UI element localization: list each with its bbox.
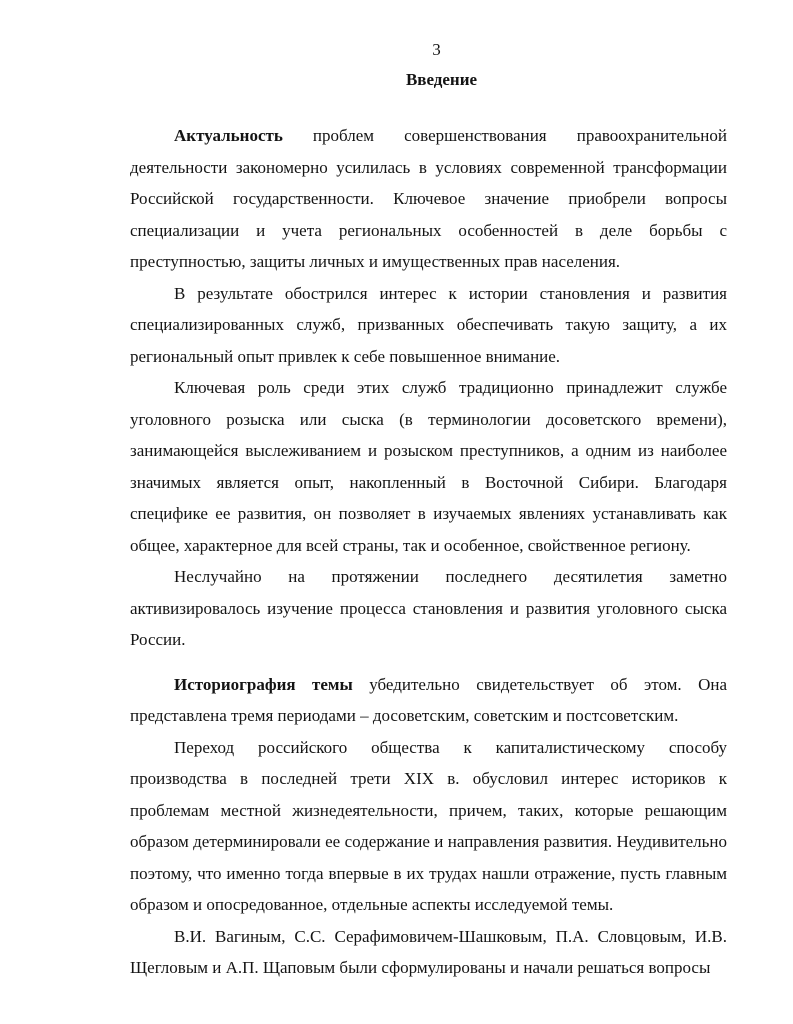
paragraph-lead: Историография темы — [174, 674, 353, 694]
paragraph — [130, 921, 727, 984]
paragraph-text: убедительно свидетельствует об этом. Она представлена тремя периодами – досоветским, советским и постсоветским. — [130, 674, 727, 725]
paragraph — [130, 669, 727, 732]
paragraph-text: проблем совершенствования правоохранительной деятельности закономерно усилилась в условиях современной трансформации Российской государственности. Ключевое значение приобрели вопросы специализации и учета региональных особенностей в деле борьбы с преступностью, защиты личных и имущественных прав населения. — [130, 126, 727, 271]
paragraph-text: В.И. Вагиным, С.С. Серафимовичем-Шашковым, П.А. Словцовым, И.В. Щегловым и А.П. Щаповым были сформулированы и начали решаться вопросы — [130, 926, 727, 977]
paragraph-text: Ключевая роль среди этих служб традиционно принадлежит службе уголовного розыска или сыска (в терминологии досоветского времени), занимающейся выслеживанием и розыском преступников, а одним из наиболее значимых является опыт, накопленный в Восточной Сибири. Благодаря специфике ее развития, он позволяет в изучаемых явлениях устанавливать как общее, характерное для всей страны, так и особенное, свойственное региону. — [130, 378, 727, 555]
paragraph-text: Переход российского общества к капиталистическому способу производства в последней трети XIX в. обусловил интерес историков к проблемам местной жизнедеятельности, причем, таких, которые решающим образом детерминировали ее содержание и направления развития. Неудивительно поэтому, что именно тогда впервые в их трудах нашли отражение, пусть главным образом и опосредованное, отдельные аспекты исследуемой темы. — [130, 737, 727, 914]
section-title: Введение — [405, 70, 478, 89]
paragraph-text: Неслучайно на протяжении последнего десятилетия заметно активизировалось изучение процесса становления и развития уголовного сыска России. — [130, 567, 727, 649]
paragraph — [130, 372, 727, 561]
paragraph — [130, 120, 727, 278]
paragraph-lead: Актуальность — [174, 126, 283, 145]
paragraph — [130, 732, 727, 921]
page-number: 3 — [432, 40, 441, 59]
paragraph — [130, 278, 727, 373]
paragraph — [130, 561, 727, 656]
body-text — [130, 120, 727, 984]
paragraph-text: В результате обострился интерес к истории становления и развития специализированных служб, призванных обеспечивать такую защиту, а их региональный опыт привлек к себе повышенное внимание. — [130, 283, 727, 366]
